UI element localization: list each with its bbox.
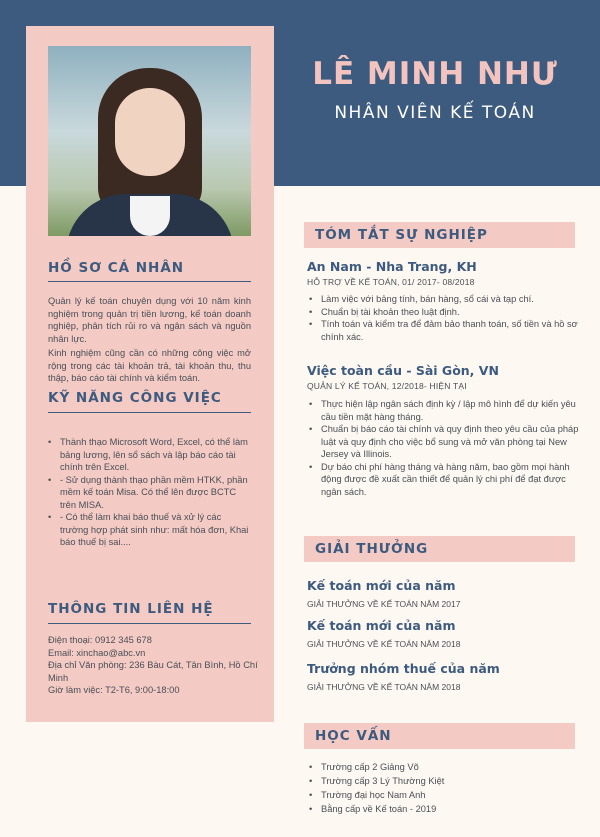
- photo-face: [115, 88, 185, 176]
- list-item: • - Sử dụng thành thạo phần mềm HTKK, phần mềm kế toán Misa. Có thể lên được BCTC trên MISA.: [48, 474, 248, 510]
- career-heading-box: [304, 222, 575, 248]
- job-company: Việc toàn cầu - Sài Gòn, VN: [307, 363, 499, 378]
- bullet-icon: •: [48, 437, 52, 447]
- job-subtitle: QUẢN LÝ KẾ TOÁN, 12/2018- HIỆN TẠI: [307, 381, 467, 391]
- photo-shirt: [130, 196, 170, 236]
- list-item: • Chuẩn bị tài khoản theo luật định.: [309, 306, 460, 317]
- skills-list: [48, 436, 251, 549]
- list-item: • Bằng cấp về Kế toán - 2019: [309, 804, 437, 814]
- bullet-icon: •: [309, 776, 313, 786]
- bullet-icon: •: [309, 461, 313, 472]
- bullet-icon: •: [309, 424, 313, 434]
- awards-heading-box: [304, 536, 575, 562]
- bullet-icon: •: [309, 804, 313, 814]
- education-heading: HỌC VẤN: [315, 728, 392, 744]
- job-bullets: [307, 398, 579, 498]
- bullet-icon: •: [309, 399, 313, 409]
- list-item: • - Có thể làm khai báo thuế và xử lý các trường hợp phát sinh như: mất hóa đơn, Khai báo thuế bị sai....: [48, 512, 249, 547]
- list-item: • Tính toán và kiểm tra để đảm bảo thanh toán, số tiền và hồ sơ chính xác.: [309, 319, 578, 342]
- job-company: An Nam - Nha Trang, KH: [307, 259, 477, 274]
- award-title: Kế toán mới của năm: [307, 618, 456, 633]
- list-item: • Trường đại học Nam Anh: [309, 790, 426, 800]
- contact-address: Địa chỉ Văn phòng: 236 Bàu Cát, Tân Bình, Hồ Chí Minh: [48, 660, 258, 683]
- contact-divider: [48, 623, 251, 624]
- career-heading: TÓM TẮT SỰ NGHIỆP: [315, 227, 488, 243]
- contact-hours: Giờ làm việc: T2-T6, 9:00-18:00: [48, 685, 180, 695]
- list-item: • Trường cấp 3 Lý Thường Kiệt: [309, 776, 445, 786]
- award-title: Kế toán mới của năm: [307, 578, 456, 593]
- person-name: LÊ MINH NHƯ: [312, 56, 558, 92]
- skills-divider: [48, 412, 251, 413]
- bullet-icon: •: [309, 319, 313, 329]
- list-item: • Làm việc với bảng tính, bán hàng, sổ cái và tạp chí.: [309, 294, 534, 304]
- contact-phone: Điện thoại: 0912 345 678: [48, 635, 152, 645]
- bullet-icon: •: [48, 512, 52, 522]
- contact-heading: THÔNG TIN LIÊN HỆ: [48, 601, 214, 617]
- bullet-icon: •: [309, 762, 313, 772]
- education-list: [307, 760, 579, 816]
- awards-heading: GIẢI THƯỞNG: [315, 541, 429, 557]
- profile-text-1: Quản lý kế toán chuyên dụng với 10 năm kinh nghiệm trong quản trị tiền lương, kế toán doanh nghiệp, phân tích rủi ro và ngân sách và nguồn nhân lực.: [48, 296, 251, 344]
- bullet-icon: •: [309, 790, 313, 800]
- award-subtitle: GIẢI THƯỞNG VỀ KẾ TOÁN NĂM 2017: [307, 599, 461, 609]
- list-item: • Chuẩn bị báo cáo tài chính và quy định theo yêu cầu của pháp luật và quy định cho việc bổ sung và mở văn phòng tại New Jersey và Illinois.: [309, 424, 579, 459]
- award-subtitle: GIẢI THƯỞNG VỀ KẾ TOÁN NĂM 2018: [307, 682, 461, 692]
- list-item: • Dự báo chi phí hàng tháng và hàng năm, bao gồm mọi hành động được đề xuất cần thiết để quản lý chi phí để đạt được ngân sách.: [309, 461, 570, 497]
- contact-email: Email: xinchao@abc.vn: [48, 647, 146, 658]
- award-title: Trưởng nhóm thuế của năm: [307, 661, 500, 676]
- bullet-icon: •: [309, 294, 313, 304]
- list-item: • Thực hiện lập ngân sách định kỳ / lập mô hình để dự kiến yêu cầu tiền mặt hàng tháng.: [309, 399, 576, 422]
- contact-info: [48, 634, 258, 697]
- profile-text-2: Kinh nghiệm cũng cần có những công việc mở rộng trong các tài khoản trả, tài khoản thu, thu thập, báo cáo tài chính và kiểm toán.: [48, 348, 251, 383]
- award-subtitle: GIẢI THƯỞNG VỀ KẾ TOÁN NĂM 2018: [307, 639, 461, 649]
- sidebar: [26, 26, 274, 722]
- bullet-icon: •: [309, 306, 313, 317]
- profile-photo: [48, 46, 251, 236]
- profile-heading: HỒ SƠ CÁ NHÂN: [48, 260, 185, 276]
- skills-heading: KỸ NĂNG CÔNG VIỆC: [48, 390, 222, 406]
- bullet-icon: •: [48, 474, 52, 485]
- job-bullets: [307, 293, 579, 343]
- job-subtitle: HỖ TRỢ VỀ KẾ TOÁN, 01/ 2017- 08/2018: [307, 277, 475, 287]
- profile-divider: [48, 281, 251, 282]
- list-item: • Thành thạo Microsoft Word, Excel, có thể làm bảng lương, lên sổ sách và lập báo cáo tài chính trên Excel.: [48, 437, 248, 472]
- list-item: • Trường cấp 2 Giảng Võ: [309, 762, 419, 772]
- education-heading-box: [304, 723, 575, 749]
- job-role: NHÂN VIÊN KẾ TOÁN: [334, 103, 536, 123]
